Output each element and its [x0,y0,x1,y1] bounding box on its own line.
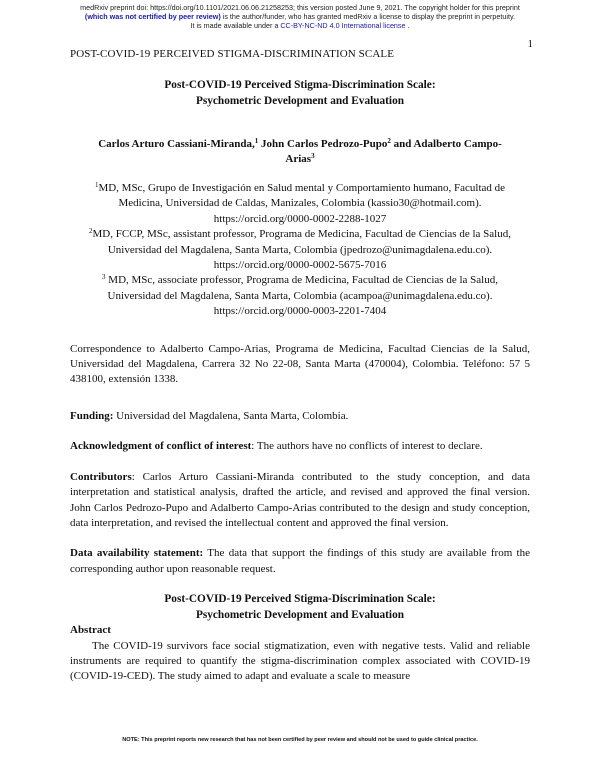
abstract-heading: Abstract [70,624,111,637]
correspondence-paragraph: Correspondence to Adalberto Campo-Arias, Programa de Medicina, Facultad Ciencias de la Salud, Universidad del Magdalena, Carrera 32 No 22-08, Santa Marta (470004), Colombia. Teléfono: 57 5 438100, extensión 1338. [70,342,530,386]
abstract-title-line2: Psychometric Development and Evaluation [195,608,405,621]
affiliation-3 [70,273,530,319]
affiliation-2-line1 [70,227,530,242]
page-number: 1 [527,38,533,50]
affiliation-2-line2: Universidad del Magdalena, Santa Marta, Colombia (jpedrozo@unimagdalena.edu.co). [107,243,493,256]
affiliation-2-text: MD, FCCP, MSc, assistant professor, Programa de Medicina, Facultad de Ciencias de la Salud, [92,228,511,241]
affiliation-3-line2: Universidad del Magdalena, Santa Marta, Colombia (acampoa@unimagdalena.edu.co). [107,289,493,302]
medrxiv-header-line2 [40,12,560,21]
paper-title-line2: Psychometric Development and Evaluation [195,94,405,107]
contributors-label: Contributors [70,470,132,483]
affiliation-1-text: MD, MSc, Grupo de Investigación en Salud mental y Comportamiento humano, Facultad de [98,182,506,194]
abstract-text: The COVID-19 survivors face social stigmatization, even with negative tests. Valid and reliable instruments are required to quantify the stigma-discrimination complex associated with COVID-19 (COVID-19-CED). The study aimed to adapt and evaluate a scale to measure [70,639,530,683]
affiliation-1-line1 [70,181,530,196]
medrxiv-header [40,3,560,30]
license-suffix: . [405,21,410,30]
affiliation-3-line1 [70,273,530,288]
conflict-text: : The authors have no conflicts of interest to declare. [251,440,483,453]
affiliation-3-text: MD, MSc, associate professor, Programa de Medicina, Facultad de Ciencias de la Salud, [105,274,498,287]
data-availability-text: The data that support the findings of this study are available from the corresponding author upon reasonable request. [70,547,530,575]
affiliation-2 [70,227,530,273]
abstract-title-line1: Post-COVID-19 Perceived Stigma-Discrimination Scale: [164,593,436,606]
data-availability-paragraph [70,546,530,577]
author-1: Carlos Arturo Cassiani-Miranda, [98,138,255,150]
author-1-sup: 1 [254,137,259,145]
data-availability-label: Data availability statement: [70,547,204,560]
not-certified-note: (which was not certified by peer review) [84,12,221,21]
abstract-title [70,592,530,623]
funding-paragraph [70,409,530,424]
preprint-disclaimer: NOTE: This preprint reports new research that has not been certified by peer review and should not be used to guide clinical practice. [122,737,478,743]
author-2: John Carlos Pedrozo-Pupo [258,138,388,150]
author-2-sup: 2 [387,137,391,145]
license-link[interactable]: CC-BY-NC-ND 4.0 International license [280,21,406,30]
author-list [70,137,530,167]
affiliation-2-sup: 2 [89,227,93,236]
affiliation-1-line2: Medicina, Universidad de Caldas, Manizales, Colombia (kassio30@hotmail.com). [118,197,482,210]
paper-title [70,78,530,109]
author-3-cont: Arias [285,153,312,165]
contributors-text: : Carlos Arturo Cassiani-Miranda contributed to the study conception, and data interpretation and statistical analysis, drafted the article, and revised and approved the final version. John Carlos Pedrozo-Pupo and Adalberto Campo-Arias contributed to the design and study conception, data interpretation, and revised the intellectual content and approved the final version. [70,470,530,529]
conflict-paragraph [70,439,530,454]
medrxiv-header-line3 [40,21,560,30]
license-grant-text: is the author/funder, who has granted medRxiv a license to display the preprint in perpetuity. [220,12,516,21]
license-prefix: It is made available under a [190,21,281,30]
affiliation-1-sup: 1 [94,181,99,189]
running-head: POST-COVID-19 PERCEIVED STIGMA-DISCRIMINATION SCALE [70,48,395,60]
affiliation-2-orcid[interactable]: https://orcid.org/0000-0002-5675-7016 [213,259,387,272]
medrxiv-header-line1: medRxiv preprint doi: https://doi.org/10.1101/2021.06.06.21258253; this version posted June 9, 2021. The copyright holder for this preprint [80,3,520,12]
author-3: and Adalberto Campo- [390,138,502,150]
affiliation-3-orcid[interactable]: https://orcid.org/0000-0003-2201-7404 [213,305,387,318]
funding-label: Funding: [70,409,114,422]
contributors-paragraph [70,470,530,532]
paper-title-line1: Post-COVID-19 Perceived Stigma-Discrimination Scale: [164,79,436,91]
paper-body [70,78,530,685]
funding-text: Universidad del Magdalena, Santa Marta, Colombia. [113,409,349,422]
conflict-label: Acknowledgment of conflict of interest [70,440,252,453]
author-3-sup: 3 [311,152,315,160]
affiliation-3-sup: 3 [102,273,106,282]
affiliation-1-orcid[interactable]: https://orcid.org/0000-0002-2288-1027 [213,212,387,225]
affiliation-1 [70,181,530,227]
